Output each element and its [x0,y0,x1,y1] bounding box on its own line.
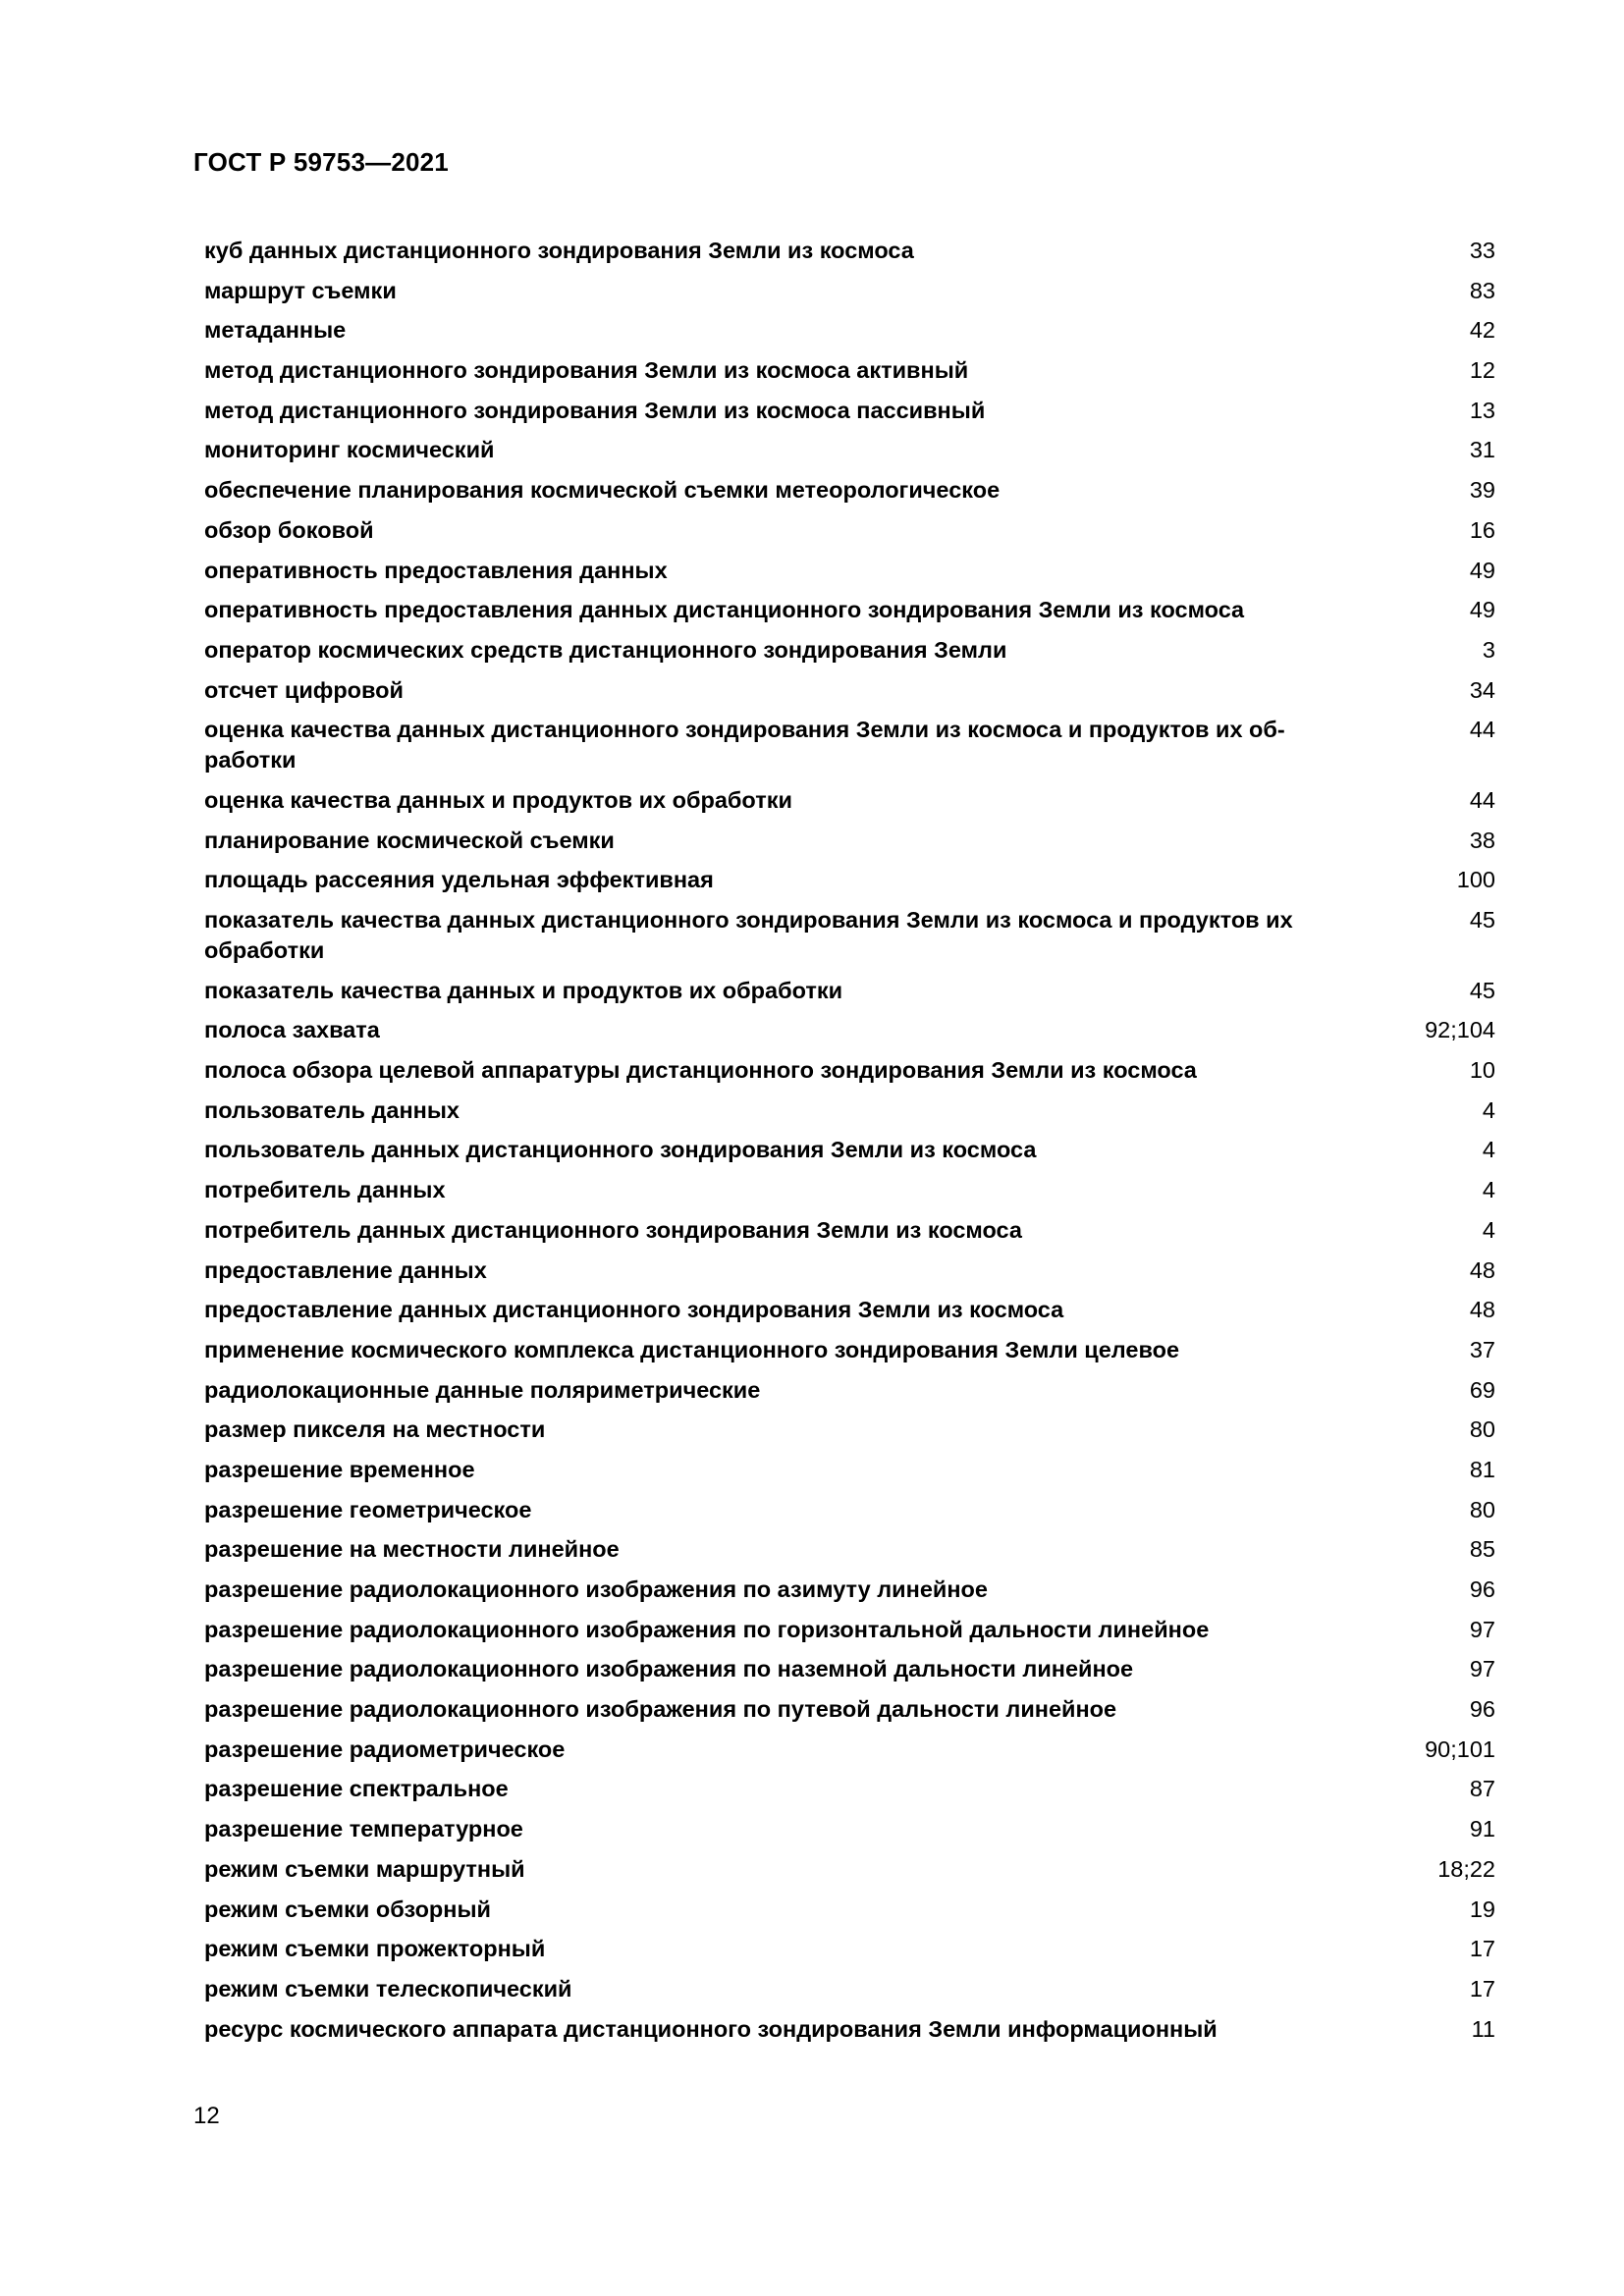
index-term: разрешение радиолокационного изображения по наземной дальности линейное [204,1656,1134,1682]
index-entry [204,1534,1495,1565]
index-entry-number: 91 [1469,1816,1495,1842]
index-term: разрешение спектральное [204,1776,509,1802]
index-term: режим съемки прожекторный [204,1936,546,1962]
index-entry-number: 4 [1482,1216,1495,1243]
index-term: полоса обзора целевой аппаратуры дистанционного зондирования Земли из космоса [204,1057,1197,1084]
index-entry [204,2014,1495,2045]
index-entry-number: 48 [1469,1256,1495,1283]
index-entry [204,1135,1495,1165]
index-entry [204,1774,1495,1804]
index-term: оценка качества данных и продуктов их обработки [204,786,792,813]
index-entry-number: 13 [1469,397,1495,423]
index-entry-number: 100 [1456,867,1495,893]
index-entry [204,1335,1495,1365]
index-term: отсчет цифровой [204,676,404,703]
index-entry [204,1055,1495,1086]
index-entry-number: 42 [1469,317,1495,344]
index-entry [204,1495,1495,1525]
index-entry-number: 45 [1469,977,1495,1003]
index-term: полоса захвата [204,1017,380,1043]
index-entry [204,976,1495,1006]
index-entry-number: 49 [1469,597,1495,623]
index-term: метод дистанционного зондирования Земли из космоса пассивный [204,397,986,423]
index-entry [204,1295,1495,1325]
index-term: метод дистанционного зондирования Земли из космоса активный [204,357,969,384]
index-term: разрешение на местности линейное [204,1536,620,1563]
index-term: режим съемки телескопический [204,1975,572,2002]
index-term: показатель качества данных дистанционного зондирования Земли из космоса и продуктов их обработки [204,907,1293,963]
index-entry-number: 44 [1469,786,1495,813]
index-entry [204,435,1495,465]
index-term: площадь рассеяния удельная эффективная [204,867,714,893]
index-entry-number: 97 [1469,1656,1495,1682]
index-term: маршрут съемки [204,277,397,303]
index-term: куб данных дистанционного зондирования Земли из космоса [204,238,914,263]
index-term: разрешение радиолокационного изображения по горизонтальной дальности линейное [204,1616,1210,1642]
index-entry-number: 12 [1469,357,1495,384]
index-term: размер пикселя на местности [204,1416,546,1443]
index-entry-number: 38 [1469,827,1495,853]
index-entry-number: 10 [1469,1057,1495,1084]
index-entry [204,1455,1495,1485]
index-entry-number: 69 [1469,1376,1495,1403]
index-entry [204,1854,1495,1885]
index-entry [204,1615,1495,1645]
index-entry-number: 92;104 [1425,1017,1495,1043]
index-term: мониторинг космический [204,437,495,463]
index-entry-number: 4 [1482,1137,1495,1163]
page-number: 12 [193,2103,220,2129]
index-entry-number: 87 [1469,1776,1495,1802]
index-term: потребитель данных дистанционного зондирования Земли из космоса [204,1216,1022,1243]
index-term: оценка качества данных дистанционного зондирования Земли из космоса и продуктов их об- работки [204,717,1285,774]
index-term: обеспечение планирования космической съемки метеорологическое [204,477,1001,504]
index-entry [204,715,1495,775]
index-term: разрешение радиометрическое [204,1735,566,1762]
index-term: оперативность предоставления данных дистанционного зондирования Земли из космоса [204,597,1245,623]
index-term: разрешение геометрическое [204,1496,532,1522]
index-entry-number: 4 [1482,1096,1495,1123]
index-entry-number: 97 [1469,1616,1495,1642]
index-term: разрешение временное [204,1456,475,1482]
index-entry-number: 49 [1469,557,1495,583]
index-entry [204,1694,1495,1725]
index-entry [204,355,1495,386]
index-term: потребитель данных [204,1177,446,1203]
index-term: оперативность предоставления данных [204,557,668,583]
index-entry-number: 33 [1469,238,1495,263]
index-entry [204,1934,1495,1964]
index-entry-number: 16 [1469,516,1495,543]
index-entry [204,785,1495,816]
index-entry [204,1654,1495,1684]
index-entry-number: 19 [1469,1896,1495,1922]
index-term: предоставление данных дистанционного зондирования Земли из космоса [204,1297,1064,1323]
index-term: пользователь данных дистанционного зондирования Земли из космоса [204,1137,1037,1163]
index-entry [204,1735,1495,1765]
index-entry [204,1095,1495,1126]
index-entry [204,595,1495,625]
index-entry-number: 4 [1482,1177,1495,1203]
index-entry [204,1415,1495,1445]
index-entry [204,315,1495,346]
index-entry [204,675,1495,706]
index-term: пользователь данных [204,1096,460,1123]
standard-designation: ГОСТ Р 59753—2021 [193,147,449,177]
index-entry [204,1575,1495,1605]
index-entry [204,1215,1495,1246]
index-entry [204,556,1495,586]
index-entry-number: 11 [1471,2015,1495,2042]
index-entry-number: 81 [1469,1456,1495,1482]
index-term: радиолокационные данные поляриметрические [204,1376,761,1403]
index-entry-number: 90;101 [1425,1735,1495,1762]
index-entry-number: 31 [1469,437,1495,463]
index-entry [204,396,1495,426]
index-entry [204,1015,1495,1045]
index-entry-number: 85 [1469,1536,1495,1563]
index-entry [204,1375,1495,1406]
index-entry-number: 96 [1469,1576,1495,1602]
index-entry-number: 34 [1469,676,1495,703]
index-entry [204,1814,1495,1844]
index-term: планирование космической съемки [204,827,615,853]
index-entry-number: 37 [1469,1336,1495,1362]
index-entry [204,905,1495,966]
index-entry-number: 44 [1469,717,1495,743]
index-term: предоставление данных [204,1256,487,1283]
index-entry [204,635,1495,666]
index-entry [204,1175,1495,1205]
index-entry [204,1255,1495,1286]
index-entry-number: 17 [1469,1975,1495,2002]
index-entry-number: 17 [1469,1936,1495,1962]
index-entry [204,865,1495,895]
alphabetical-index [204,236,1495,2054]
index-term: режим съемки маршрутный [204,1855,525,1882]
index-entry [204,475,1495,506]
index-entry [204,826,1495,856]
index-entry-number: 80 [1469,1496,1495,1522]
index-entry-number: 83 [1469,277,1495,303]
index-term: разрешение температурное [204,1816,523,1842]
index-entry [204,236,1495,266]
index-term: разрешение радиолокационного изображения по путевой дальности линейное [204,1696,1117,1723]
index-entry-number: 80 [1469,1416,1495,1443]
index-term: метаданные [204,317,347,344]
index-entry [204,1974,1495,2004]
index-term: обзор боковой [204,516,374,543]
index-entry-number: 45 [1469,907,1495,933]
index-term: оператор космических средств дистанционного зондирования Земли [204,636,1007,663]
index-term: применение космического комплекса дистанционного зондирования Земли целевое [204,1336,1180,1362]
index-term: ресурс космического аппарата дистанционного зондирования Земли информационный [204,2015,1218,2042]
index-entry [204,515,1495,546]
index-term: разрешение радиолокационного изображения по азимуту линейное [204,1576,988,1602]
index-entry-number: 96 [1469,1696,1495,1723]
index-term: показатель качества данных и продуктов их обработки [204,977,843,1003]
index-entry [204,1895,1495,1925]
index-term: режим съемки обзорный [204,1896,491,1922]
index-entry-number: 18;22 [1437,1855,1495,1882]
index-entry-number: 3 [1482,636,1495,663]
index-entry-number: 39 [1469,477,1495,504]
index-entry-number: 48 [1469,1297,1495,1323]
index-entry [204,276,1495,306]
